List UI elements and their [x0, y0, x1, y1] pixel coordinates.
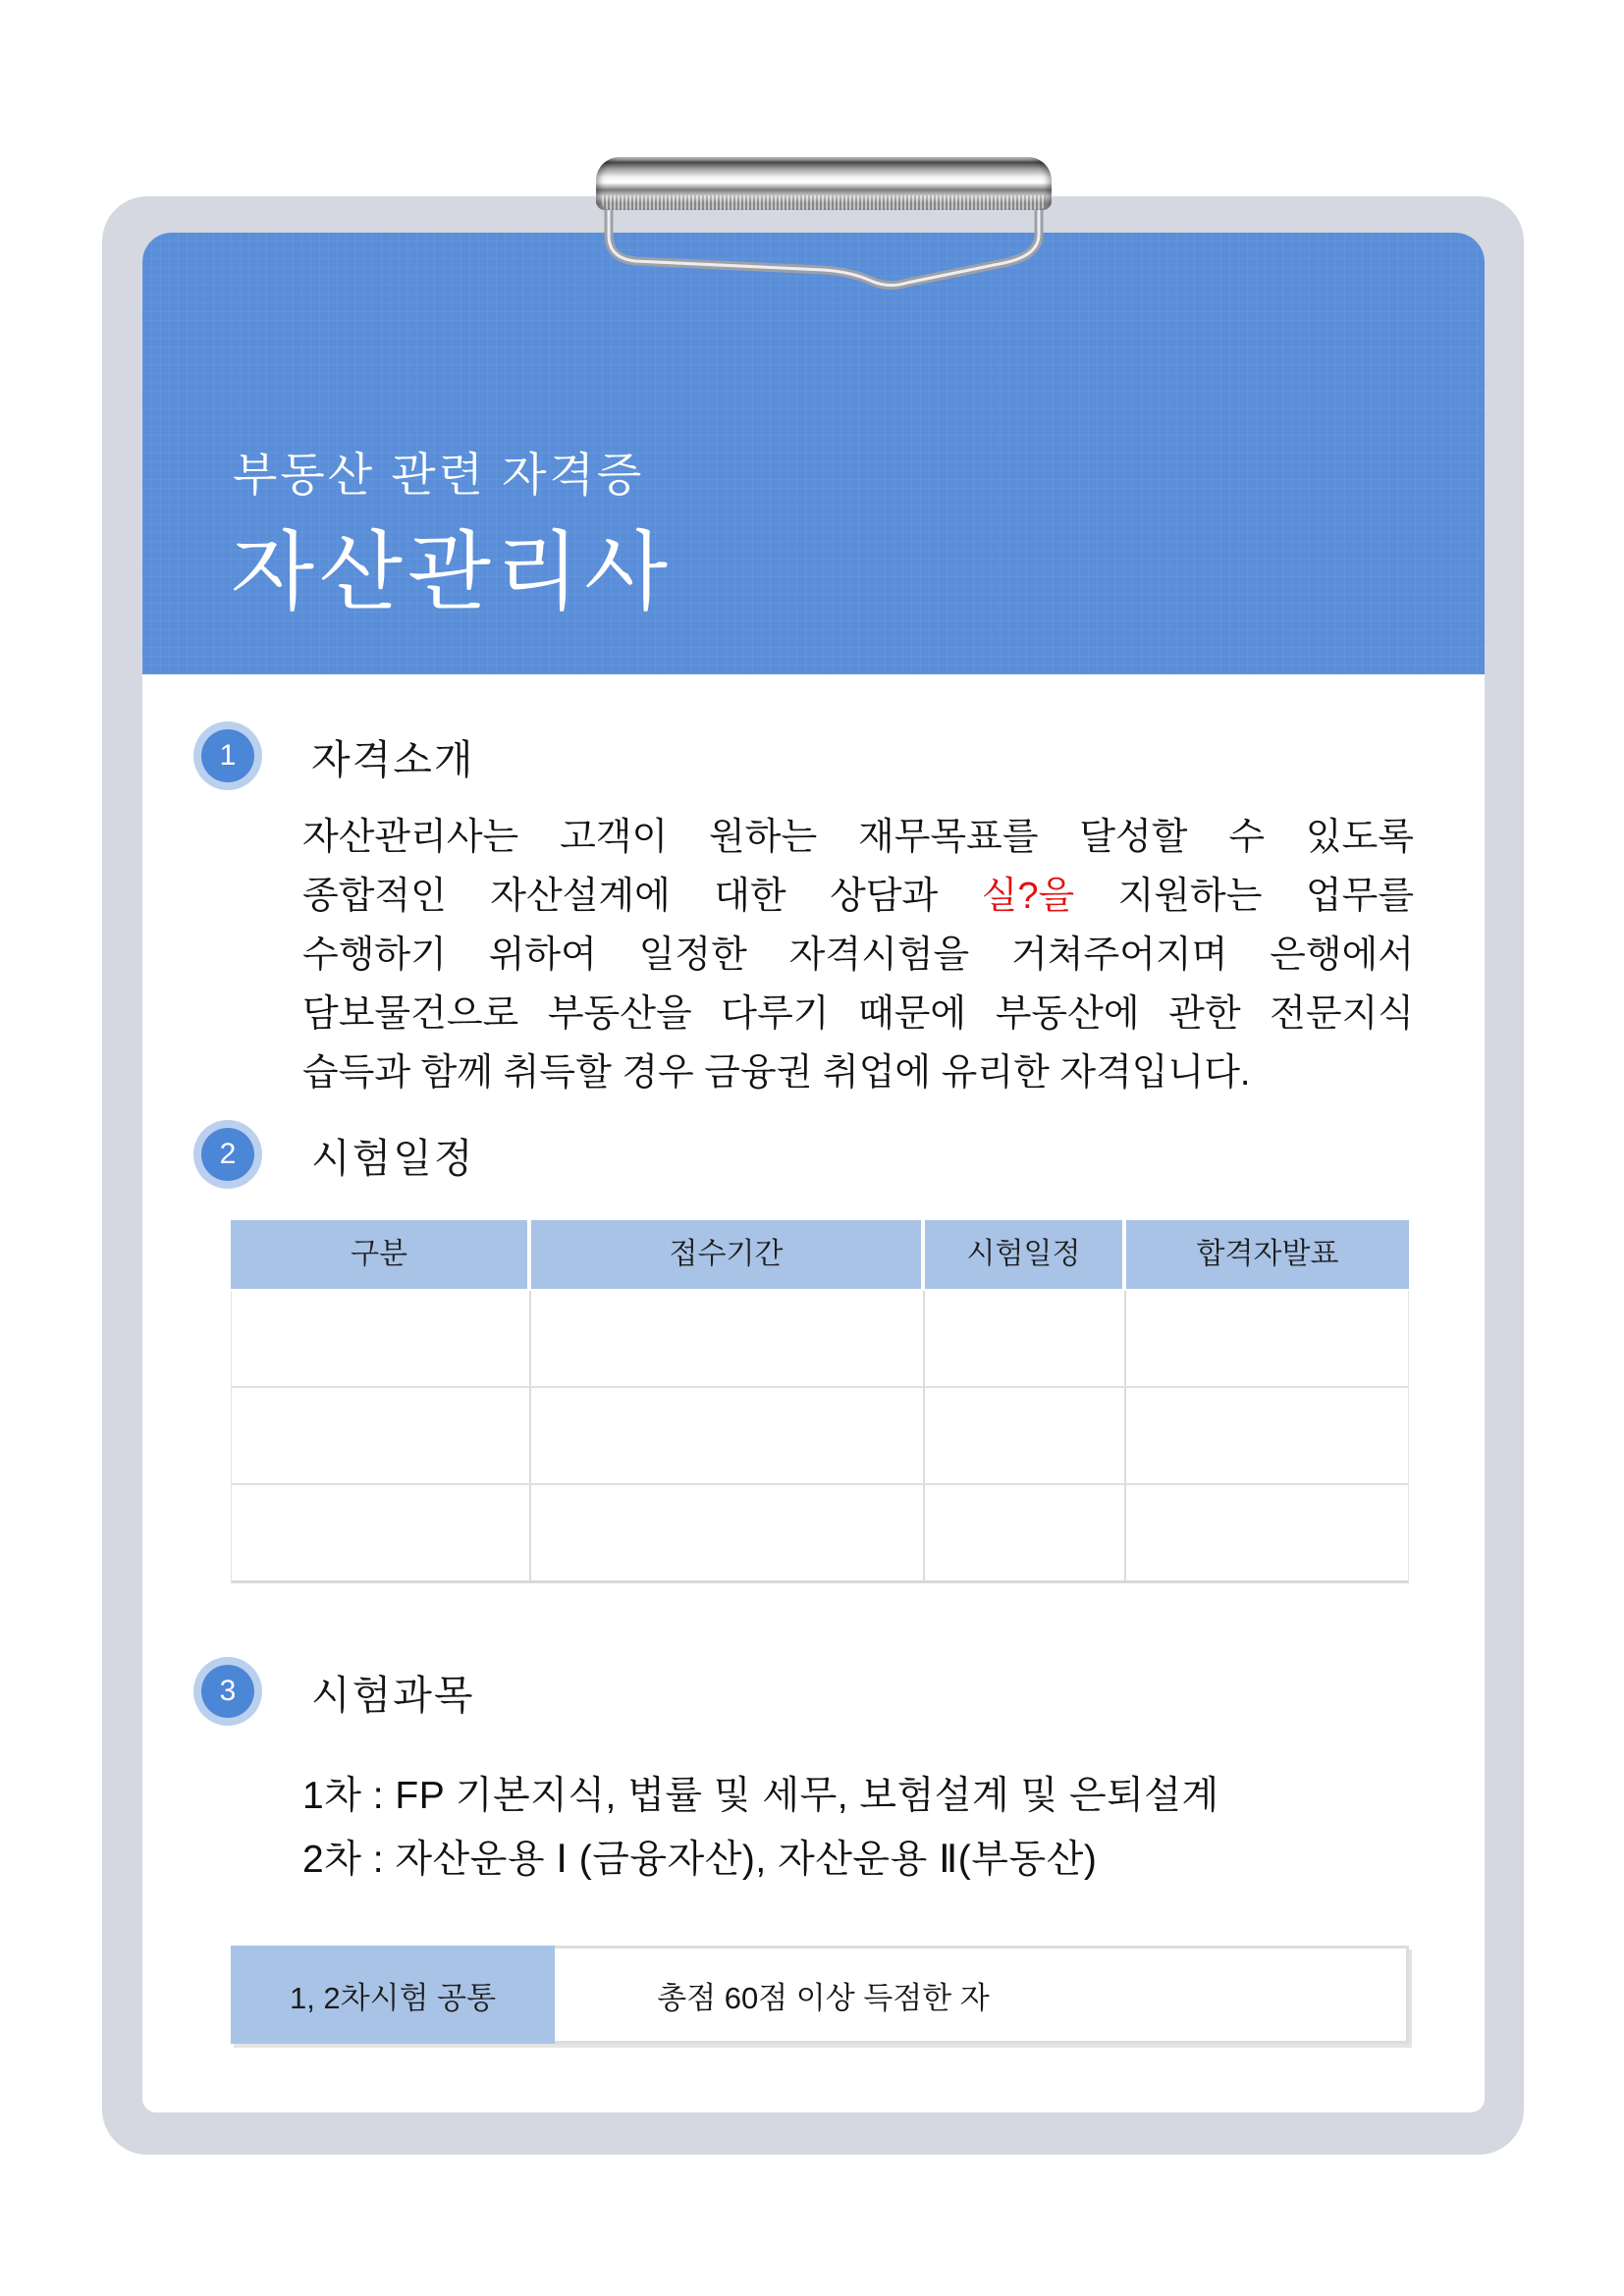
table-cell: [531, 1485, 925, 1580]
section-schedule-header: [201, 1127, 474, 1182]
table-cell: [232, 1485, 531, 1580]
table-cell: [531, 1291, 925, 1386]
pass-criteria-value-cell: 총점 60점 이상 득점한 자: [555, 1946, 1409, 2044]
intro-paragraph: [302, 808, 1414, 1102]
table-cell: [1126, 1291, 1408, 1386]
subjects-line-2: 2차 : 자산운용 Ⅰ (금융자산), 자산운용 Ⅱ(부동산): [302, 1839, 1098, 1881]
schedule-col-header-registration: 접수기간: [531, 1220, 925, 1289]
table-cell: [531, 1388, 925, 1483]
intro-line-2-pre: 종합적인 자산설계에 대한 상담과: [302, 876, 939, 917]
section-2-label: 시험일정: [311, 1135, 475, 1181]
schedule-table: [231, 1220, 1409, 1583]
intro-line-1: 자산관리사는 고객이 원하는 재무목표를 달성할 수 있도록: [302, 817, 1414, 858]
schedule-table-header-row: [231, 1220, 1409, 1289]
intro-line-3: 수행하기 위하여 일정한 자격시험을 거쳐주어지며 은행에서: [302, 934, 1414, 976]
pass-criteria-table: [231, 1946, 1409, 2044]
intro-line-2-post: 지원하는 업무를: [1117, 876, 1415, 917]
section-3-number: 3: [219, 1675, 237, 1707]
table-cell: [1126, 1485, 1408, 1580]
section-2-number: 2: [219, 1138, 237, 1170]
section-1-label: 자격소개: [311, 736, 475, 782]
section-2-badge: [201, 1128, 254, 1181]
table-cell: [232, 1291, 531, 1386]
table-cell: [925, 1291, 1126, 1386]
section-subjects-header: [201, 1664, 474, 1719]
intro-line-2: [302, 867, 1414, 926]
section-3-badge: [201, 1665, 254, 1718]
table-cell: [925, 1388, 1126, 1483]
intro-line-2-highlight: 실?을: [981, 876, 1075, 917]
subjects-line-1: 1차 : FP 기본지식, 법률 및 세무, 보험설계 및 은퇴설계: [302, 1775, 1219, 1817]
document-page: [142, 233, 1485, 2112]
schedule-col-header-announcement: 합격자발표: [1126, 1220, 1409, 1289]
table-cell: [1126, 1388, 1408, 1483]
header-subtitle: 부동산 관련 자격증: [233, 449, 645, 501]
pass-criteria-label-cell: 1, 2차시험 공통: [231, 1946, 555, 2044]
section-3-label: 시험과목: [311, 1672, 475, 1718]
page-title: 자산관리사: [231, 523, 674, 620]
intro-line-4: 담보물건으로 부동산을 다루기 때문에 부동산에 관한 전문지식: [302, 993, 1414, 1035]
subjects-list: [302, 1764, 1219, 1892]
header-banner: [142, 233, 1485, 674]
table-row: [232, 1386, 1408, 1483]
table-row: [232, 1291, 1408, 1386]
table-cell: [232, 1388, 531, 1483]
section-1-number: 1: [219, 739, 237, 772]
intro-line-5: 습득과 함께 취득할 경우 금융권 취업에 유리한 자격입니다.: [302, 1052, 1251, 1094]
schedule-col-header-category: 구분: [231, 1220, 531, 1289]
schedule-table-body: [231, 1291, 1409, 1583]
section-intro-header: [201, 728, 474, 783]
table-row: [232, 1483, 1408, 1580]
table-cell: [925, 1485, 1126, 1580]
schedule-col-header-examdate: 시험일정: [925, 1220, 1126, 1289]
clipboard-board: [102, 196, 1524, 2155]
section-1-badge: [201, 729, 254, 782]
clip-bar: [596, 157, 1052, 210]
